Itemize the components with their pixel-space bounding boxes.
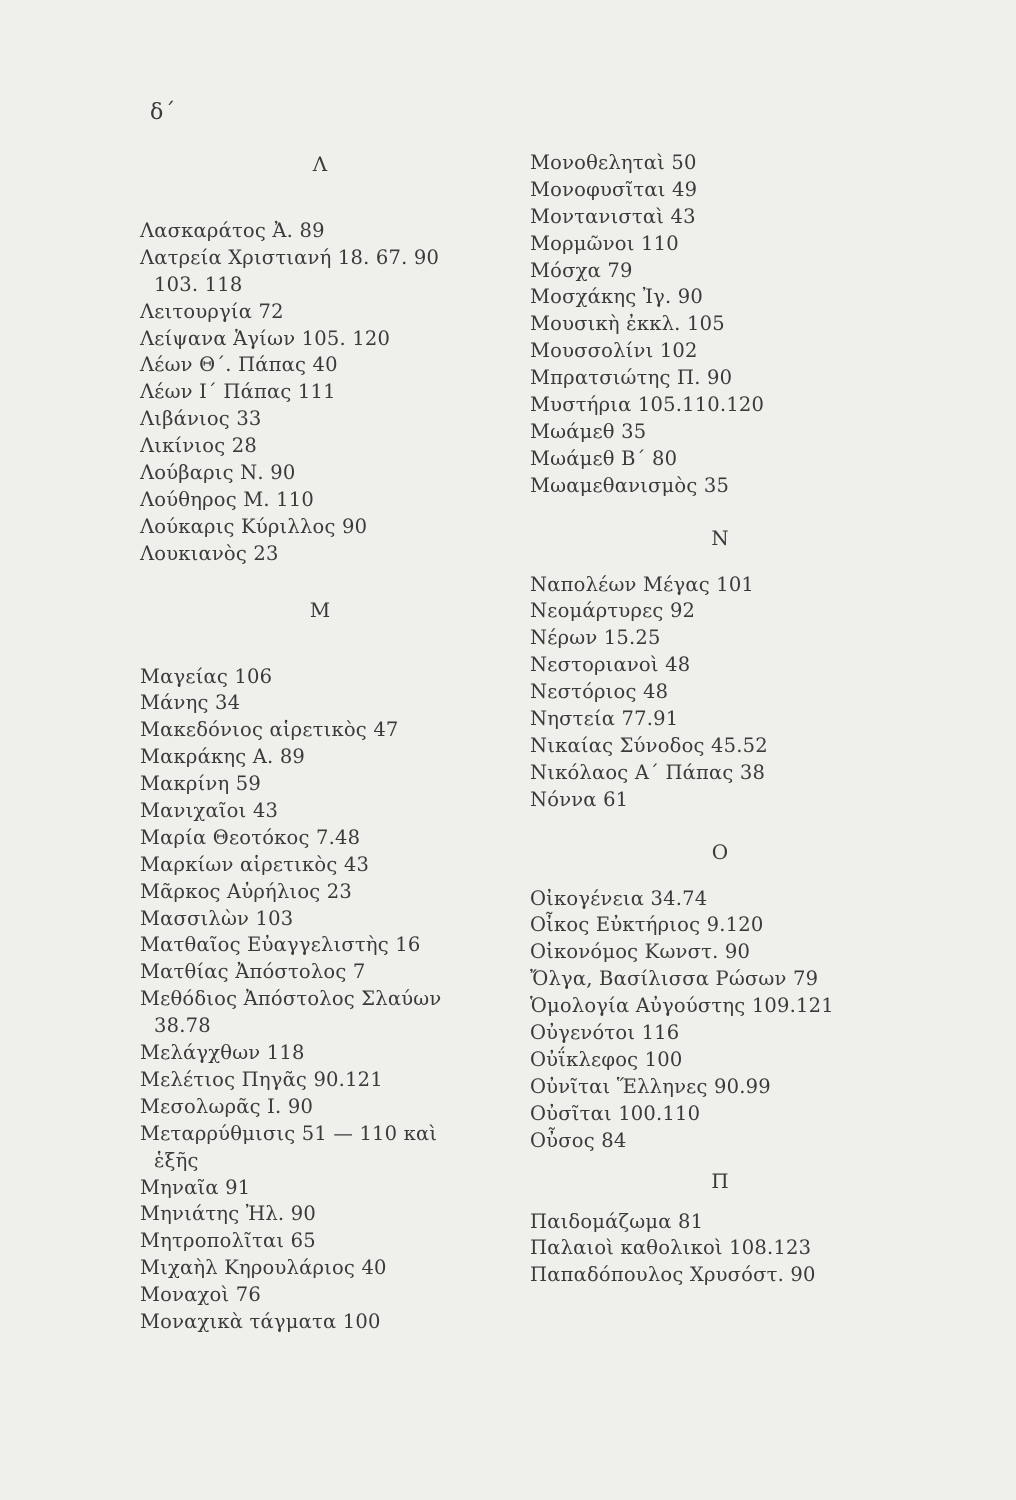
index-entry: Παπαδόπουλος Χρυσόστ. 90 <box>530 1263 816 1287</box>
index-entry: Μορμῶνοι 110 <box>530 231 679 255</box>
index-entry: Ματθαῖος Εὐαγγελιστὴς 16 <box>140 933 421 957</box>
index-entry-list <box>140 218 480 568</box>
index-entry: Μονοθεληταὶ 50 <box>530 151 697 174</box>
index-entry-list <box>530 1209 910 1290</box>
index-entry: Μεταρρύθμισις 51 — 110 καὶ <box>140 1121 438 1145</box>
index-entry: Λατρεία Χριστιανή 18. 67. 90 <box>140 245 440 269</box>
index-entry: Μακεδόνιος αἱρετικὸς 47 <box>140 718 399 742</box>
index-column-left <box>140 150 480 1336</box>
section-letter: Μ <box>309 597 331 622</box>
index-entry: Οἰκογένεια 34.74 <box>530 886 708 910</box>
index-entry: Ὁμολογία Αὐγούστης 109.121 <box>530 994 834 1018</box>
index-entry: Ναπολέων Μέγας 101 <box>530 572 755 596</box>
index-entry: Μεσολωρᾶς Ι. 90 <box>140 1094 314 1118</box>
section-letter: Λ <box>312 152 328 176</box>
index-entry: Μοναχοὶ 76 <box>140 1283 261 1307</box>
index-entry: Μωαμεθανισμὸς 35 <box>530 473 730 497</box>
index-entry: Νεστοριανοὶ 48 <box>530 653 691 677</box>
index-entry-list <box>140 664 480 1336</box>
section-letter: Π <box>711 1168 729 1193</box>
section-letter: Ο <box>711 839 729 864</box>
index-entry: Μοσχάκης Ἰγ. 90 <box>530 285 704 309</box>
index-section-nu <box>530 524 910 814</box>
index-entry: Μωάμεθ Β΄ 80 <box>530 446 678 470</box>
index-entry: Οὐσῖται 100.110 <box>530 1101 701 1125</box>
index-entry: Μιχαὴλ Κηρουλάριος 40 <box>140 1256 387 1280</box>
index-entry: Μόσχα 79 <box>530 258 633 282</box>
index-entry: Μᾶρκος Αὐρήλιος 23 <box>140 879 353 903</box>
index-entry: Νέρων 15.25 <box>530 626 661 650</box>
index-entry-continuation: ἑξῆς <box>154 1148 199 1172</box>
index-entry-list <box>530 886 910 1155</box>
index-entry: Νικόλαος Α΄ Πάπας 38 <box>530 760 766 784</box>
index-column-right <box>530 150 910 1289</box>
index-entry: Μαρκίων αἱρετικὸς 43 <box>140 852 370 876</box>
index-entry: Οἰκονόμος Κωνστ. 90 <box>530 940 751 964</box>
index-entry: Ματθίας Ἀπόστολος 7 <box>140 960 366 984</box>
index-entry: Μουσσολίνι 102 <box>530 339 698 363</box>
index-entry: Λούβαρις Ν. 90 <box>140 461 296 485</box>
index-entry: Μυστήρια 105.110.120 <box>530 393 765 417</box>
index-entry: Οἶκος Εὐκτήριος 9.120 <box>530 913 764 937</box>
index-entry: Λούκαρις Κύριλλος 90 <box>140 514 368 538</box>
index-entry-list <box>530 150 910 500</box>
index-section-mu <box>140 596 480 1336</box>
index-entry: Παλαιοὶ καθολικοὶ 108.123 <box>530 1236 812 1260</box>
index-entry: Μωάμεθ 35 <box>530 419 647 443</box>
index-entry: Λέων Ι΄ Πάπας 111 <box>140 380 336 404</box>
index-entry-continuation: 38.78 <box>154 1014 211 1038</box>
index-entry: Μοναχικὰ τάγματα 100 <box>140 1309 381 1333</box>
index-entry: Μουσικὴ ἐκκλ. 105 <box>530 312 725 336</box>
index-entry: Νεστόριος 48 <box>530 680 669 704</box>
index-entry-list <box>530 572 910 814</box>
index-entry: Λέων Θ΄. Πάπας 40 <box>140 353 338 377</box>
index-entry: Οὐνῖται Ἕλληνες 90.99 <box>530 1074 771 1098</box>
index-section-mu-continued <box>530 150 910 500</box>
index-entry: Μακρίνη 59 <box>140 772 261 796</box>
index-section-pi <box>530 1167 910 1290</box>
index-entry: Μάνης 34 <box>140 691 241 715</box>
index-entry: Νόννα 61 <box>530 787 629 811</box>
index-entry: Νηστεία 77.91 <box>530 707 679 731</box>
index-entry: Οὐγενότοι 116 <box>530 1021 680 1045</box>
index-entry: Νικαίας Σύνοδος 45.52 <box>530 733 768 757</box>
index-entry: Μπρατσιώτης Π. 90 <box>530 366 733 390</box>
index-entry: Λασκαράτος Ἀ. 89 <box>140 219 325 242</box>
index-entry: Λούθηρος Μ. 110 <box>140 487 315 511</box>
index-section-lambda <box>140 150 480 568</box>
index-entry: Νεομάρτυρες 92 <box>530 599 696 623</box>
index-entry: Λιβάνιος 33 <box>140 407 262 431</box>
index-entry-continuation: 103. 118 <box>154 272 243 296</box>
index-entry: Μακράκης Α. 89 <box>140 745 306 769</box>
index-entry: Μοντανισταὶ 43 <box>530 204 696 228</box>
index-entry: Μελέτιος Πηγᾶς 90.121 <box>140 1067 383 1091</box>
index-entry: Μηνιάτης Ἠλ. 90 <box>140 1202 316 1226</box>
index-entry: Λουκιανὸς 23 <box>140 541 279 565</box>
index-entry: Μητροπολῖται 65 <box>140 1229 316 1253</box>
index-entry: Λικίνιος 28 <box>140 434 257 458</box>
index-entry: Μονοφυσῖται 49 <box>530 177 698 201</box>
index-entry: Οὐΐκλεφος 100 <box>530 1047 683 1071</box>
index-entry: Μεθόδιος Ἀπόστολος Σλαύων <box>140 987 442 1011</box>
index-entry: Παιδομάζωμα 81 <box>530 1209 704 1233</box>
index-section-omicron <box>530 838 910 1155</box>
index-entry: Λείψανα Ἁγίων 105. 120 <box>140 326 391 350</box>
section-letter: Ν <box>711 525 729 550</box>
index-entry: Μανιχαῖοι 43 <box>140 799 279 823</box>
index-entry: Μαγείας 106 <box>140 664 273 688</box>
index-entry: Μασσιλὼν 103 <box>140 906 294 930</box>
index-entry: Μελάγχθων 118 <box>140 1041 305 1065</box>
index-entry: Μαρία Θεοτόκος 7.48 <box>140 825 361 849</box>
page-number: δ΄ <box>150 100 177 125</box>
index-entry: Ὄλγα, Βασίλισσα Ρώσων 79 <box>530 967 819 991</box>
index-entry: Λειτουργία 72 <box>140 299 284 323</box>
index-entry: Μηναῖα 91 <box>140 1175 251 1199</box>
index-entry: Οὖσος 84 <box>530 1128 627 1152</box>
